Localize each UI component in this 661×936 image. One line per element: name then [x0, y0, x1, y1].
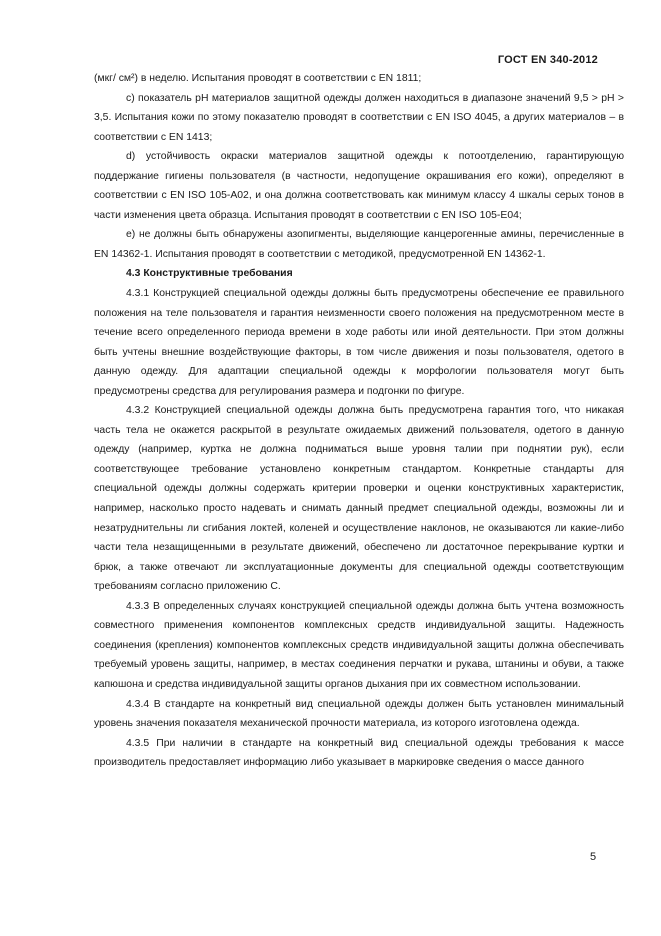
- section-heading: 4.3 Конструктивные требования: [126, 268, 293, 280]
- clause-4-3-3: 4.3.3 В определенных случаях конструкцией специальной одежды должна быть учтена возможность совместного применения компонентов комплексных средств индивидуальной защиты. Надежность соединения (крепления) компонентов комплексных средств индивидуальной защиты должна обеспечивать требуемый уровень защиты, например, в местах соединения перчатки и рукава, штанины и обуви, а также капюшона и средства индивидуальной защиты органов дыхания при их совместном использовании.: [94, 600, 624, 690]
- clause-4-3-2: 4.3.2 Конструкцией специальной одежды должна быть предусмотрена гарантия того, что никакая часть тела не окажется раскрытой в результате ожидаемых движений пользователя, одетого в данную одежду (например, куртка не должна подниматься выше уровня талии при поднятии рук), если соответствующее требование установлено конкретным стандартом. Конкретные стандарты для специальной одежды должны содержать критерии проверки и оценки конструктивных характеристик, например, насколько просто надевать и снимать данный предмет специальной одежды, возможны ли и незатруднительны ли сгибания локтей, коленей и осуществление наклонов, не оказываются ли какие-либо части тела незащищенными в результате движений, обеспечено ли достаточное перекрывание куртки и брюк, а также отвечают ли эксплуатационные документы для специальной одежды соответствующим требованиям согласно приложению C.: [94, 405, 624, 593]
- paragraph: (мкг/ см²) в неделю. Испытания проводят в соответствии с EN 1811;: [94, 73, 422, 84]
- clause-4-3-5: 4.3.5 При наличии в стандарте на конкретный вид специальной одежды требования к массе производитель предоставляет информацию либо указывает в маркировке сведения о массе данного: [94, 737, 624, 769]
- document-body: [94, 69, 624, 773]
- document-header: ГОСТ EN 340-2012: [497, 54, 598, 66]
- list-item-d: d) устойчивость окраски материалов защитной одежды к потоотделению, гарантирующую поддержание гигиены пользователя (в частности, недопущение окрашивания его кожи), определяют в соответствии с EN ISO 105-A02, и она должна соответствовать как минимум классу 4 шкалы серых тонов в части изменения цвета образца. Испытания проводят в соответствии с EN ISO 105-E04;: [94, 151, 624, 221]
- clause-4-3-4: 4.3.4 В стандарте на конкретный вид специальной одежды должен быть установлен минимальный уровень значения показателя механической прочности материала, из которого изготовлена одежда.: [94, 698, 624, 730]
- page-number: 5: [590, 851, 597, 863]
- list-item-e: e) не должны быть обнаружены азопигменты, выделяющие канцерогенные амины, перечисленные в EN 14362-1. Испытания проводят в соответствии с методикой, предусмотренной EN 14362-1.: [94, 229, 624, 260]
- clause-4-3-1: 4.3.1 Конструкцией специальной одежды должны быть предусмотрены обеспечение ее правильного положения на теле пользователя и гарантия неизменности своего положения на предусмотренном месте в течение всего определенного периода времени в ходе работы или иной деятельности. При этом должны быть учтены внешние воздействующие факторы, в том числе движения и позы пользователя, одетого в данную одежду. Для адаптации специальной одежды к морфологии пользователя могут быть предусмотрены средства для регулирования размера и подгонки по фигуре.: [94, 288, 624, 397]
- list-item-c: c) показатель рН материалов защитной одежды должен находиться в диапазоне значений 9,5 > рН > 3,5. Испытания кожи по этому показателю проводят в соответствии с EN ISO 4045, а других материалов – в соответствии с EN 1413;: [94, 92, 624, 143]
